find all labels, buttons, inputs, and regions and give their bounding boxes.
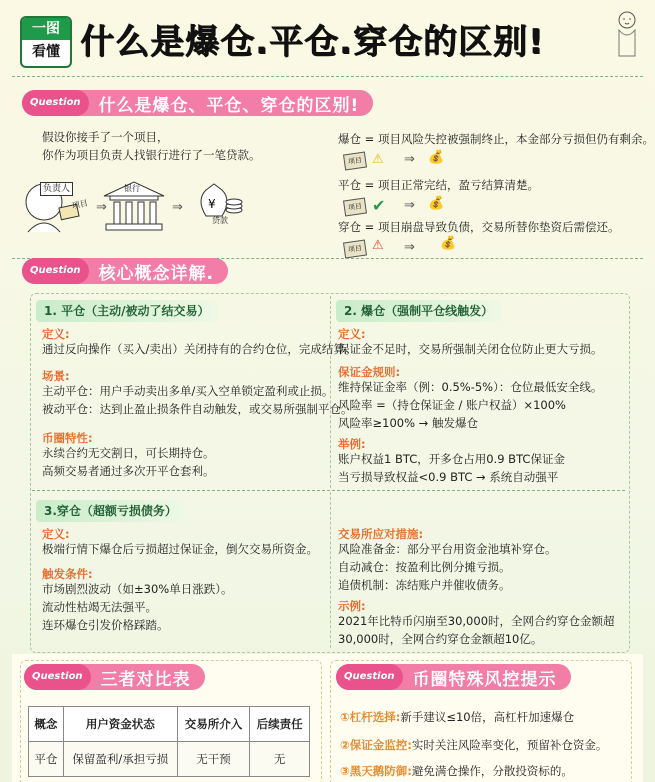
badge-tag: Question — [336, 664, 403, 690]
bank-label: 银行 — [124, 184, 140, 193]
person-tag: 负责人 — [40, 182, 73, 196]
arrow-icon: ⇒ — [404, 240, 415, 255]
example-text: 30,000时，全网合约穿仓金额超10亿。 — [338, 632, 543, 646]
definition-text: 通过反向操作（买入/卖出）关闭持有的合约仓位，完成结算。 — [42, 342, 357, 356]
risk-tip-label: ②保证金监控: — [340, 738, 412, 752]
table-cell: 无干预 — [177, 742, 249, 777]
exchange-measure-label: 交易所应对措施: — [338, 527, 424, 541]
definition-label: 定义: — [42, 527, 70, 541]
margin-rule-text: 维持保证金率（例：0.5%-5%）：仓位最低安全线。 — [338, 380, 603, 394]
risk-tip-label: ③黑天鹅防御: — [340, 764, 412, 778]
logo — [20, 16, 72, 68]
divider-vertical — [330, 492, 331, 648]
section-badge-concepts — [22, 258, 228, 284]
table-row — [29, 742, 310, 777]
badge-tag: Question — [22, 258, 89, 284]
feature-text: 高频交易者通过多次开平仓套利。 — [42, 464, 215, 478]
risk-tip — [340, 762, 573, 780]
section-badge-comparison — [24, 664, 205, 690]
risk-tip — [340, 708, 574, 726]
feature-text: 永续合约无交割日，可长期持仓。 — [42, 446, 215, 460]
cross-warning-icon: ⚠ — [372, 238, 384, 253]
margin-rule-label: 保证金规则: — [338, 365, 401, 379]
risk-tip-text: 避免满仓操作，分散投资标的。 — [411, 764, 573, 778]
section-badge-risk-tips — [336, 664, 571, 690]
exchange-measure-text: 自动减仓：按盈利比例分摊亏损。 — [338, 560, 511, 574]
scene-text: 主动平仓：用户手动卖出多单/买入空单锁定盈利或止损。 — [42, 384, 334, 398]
intro-line: 假设你接手了一个项目， — [42, 130, 169, 144]
chuancang-heading: 3.穿仓（超额亏损债务） — [36, 500, 185, 522]
money-label: 贷款 — [212, 216, 228, 225]
table-header-cell: 概念 — [29, 707, 64, 742]
margin-rule-text: 风险率≥100% → 触发爆仓 — [338, 416, 478, 430]
page-title: 什么是爆仓.平仓.穿仓的区别! — [80, 22, 545, 62]
logo-bottom-text: 看懂 — [32, 44, 60, 60]
risk-tip-label: ①杠杆选择: — [340, 710, 401, 724]
margin-rule-text: 风险率 =（持仓保证金 / 账户权益）×100% — [338, 398, 566, 412]
project-card-icon: 项目 — [343, 240, 367, 259]
risk-tip-text: 新手建议≤10倍，高杠杆加速爆仓 — [400, 710, 575, 724]
badge-tag: Question — [24, 664, 91, 690]
example-label: 示例: — [338, 599, 366, 613]
definition-text: 极端行情下爆仓后亏损超过保证金，倒欠交易所资金。 — [42, 542, 318, 556]
feature-label: 币圈特性: — [42, 431, 93, 445]
definition-label: 定义: — [42, 327, 70, 341]
example-label: 举例: — [338, 437, 366, 451]
risk-tip-text: 实时关注风险率变化，预留补仓资金。 — [411, 738, 608, 752]
project-card-icon: 项目 — [343, 198, 367, 217]
arrow-icon: ⇒ — [172, 200, 183, 215]
definition-text: 保证金不足时，交易所强制关闭仓位防止更大亏损。 — [338, 342, 603, 356]
arrow-icon: ⇒ — [404, 198, 415, 213]
section-badge-difference — [22, 90, 373, 116]
check-icon: ✔ — [372, 196, 386, 215]
badge-title: 币圈特殊风控提示 — [412, 669, 557, 690]
trigger-text: 流动性枯竭无法强平。 — [42, 600, 157, 614]
intro-line: 你作为项目负责人找银行进行了一笔贷款。 — [42, 148, 261, 162]
trigger-text: 市场剧烈波动（如±30%单日涨跌）。 — [42, 582, 233, 596]
arrow-icon: ⇒ — [404, 152, 415, 167]
svg-text:¥: ¥ — [208, 197, 216, 211]
table-header-row — [29, 707, 310, 742]
cat-doodle-icon — [615, 10, 639, 58]
definition-label: 定义: — [338, 327, 366, 341]
divider — [32, 490, 625, 491]
money-bag-negative-icon: 💰 — [440, 236, 457, 251]
table-cell: 无 — [250, 742, 310, 777]
logo-top-text: 一图 — [22, 18, 70, 40]
money-bag-icon — [196, 180, 244, 220]
scene-label: 场景: — [42, 369, 70, 383]
pingcang-heading: 1. 平仓（主动/被动了结交易） — [36, 300, 217, 322]
risk-tip — [340, 736, 607, 754]
table-header-cell: 交易所介入 — [177, 707, 249, 742]
comparison-table — [28, 706, 310, 777]
badge-title: 核心概念详解. — [98, 263, 215, 284]
money-coins-icon: 💰 — [428, 150, 445, 165]
chuancang-definition: 穿仓 = 项目崩盘导致负债，交易所替你垫资后需偿还。 — [338, 220, 620, 234]
baocang-definition: 爆仓 = 项目风险失控被强制终止，本金部分亏损但仍有剩余。 — [338, 132, 654, 146]
table-header-cell: 用户资金状态 — [63, 707, 177, 742]
person-card-label: 项目 — [71, 198, 89, 211]
scene-text: 被动平仓：达到止盈止损条件自动触发，或交易所强制平仓。 — [42, 402, 353, 416]
table-cell: 保留盈利/承担亏损 — [63, 742, 177, 777]
baocang-heading: 2. 爆仓（强制平仓线触发） — [336, 300, 501, 322]
project-card-icon: 项目 — [343, 152, 367, 171]
trigger-label: 触发条件: — [42, 567, 93, 581]
divider — [12, 76, 643, 77]
table-header-cell: 后续责任 — [250, 707, 310, 742]
exchange-measure-text: 风险准备金：部分平台用资金池填补穿仓。 — [338, 542, 557, 556]
exchange-measure-text: 追债机制：冻结账户并催收债务。 — [338, 578, 511, 592]
money-coins-icon: 💰 — [428, 196, 445, 211]
example-text: 2021年比特币闪崩至30,000时，全网合约穿仓金额超 — [338, 614, 615, 628]
example-text: 当亏损导致权益<0.9 BTC → 系统自动强平 — [338, 470, 559, 484]
trigger-text: 连环爆仓引发价格踩踏。 — [42, 618, 169, 632]
table-cell: 平仓 — [29, 742, 64, 777]
pingcang-definition: 平仓 = 项目正常完结，盈亏结算清楚。 — [338, 178, 539, 192]
example-text: 账户权益1 BTC，开多仓占用0.9 BTC保证金 — [338, 452, 565, 466]
badge-tag: Question — [22, 90, 89, 116]
warning-icon: ⚠ — [372, 152, 384, 167]
badge-title: 什么是爆仓、平仓、穿仓的区别! — [98, 95, 360, 116]
badge-title: 三者对比表 — [100, 669, 191, 690]
arrow-icon: ⇒ — [96, 200, 107, 215]
